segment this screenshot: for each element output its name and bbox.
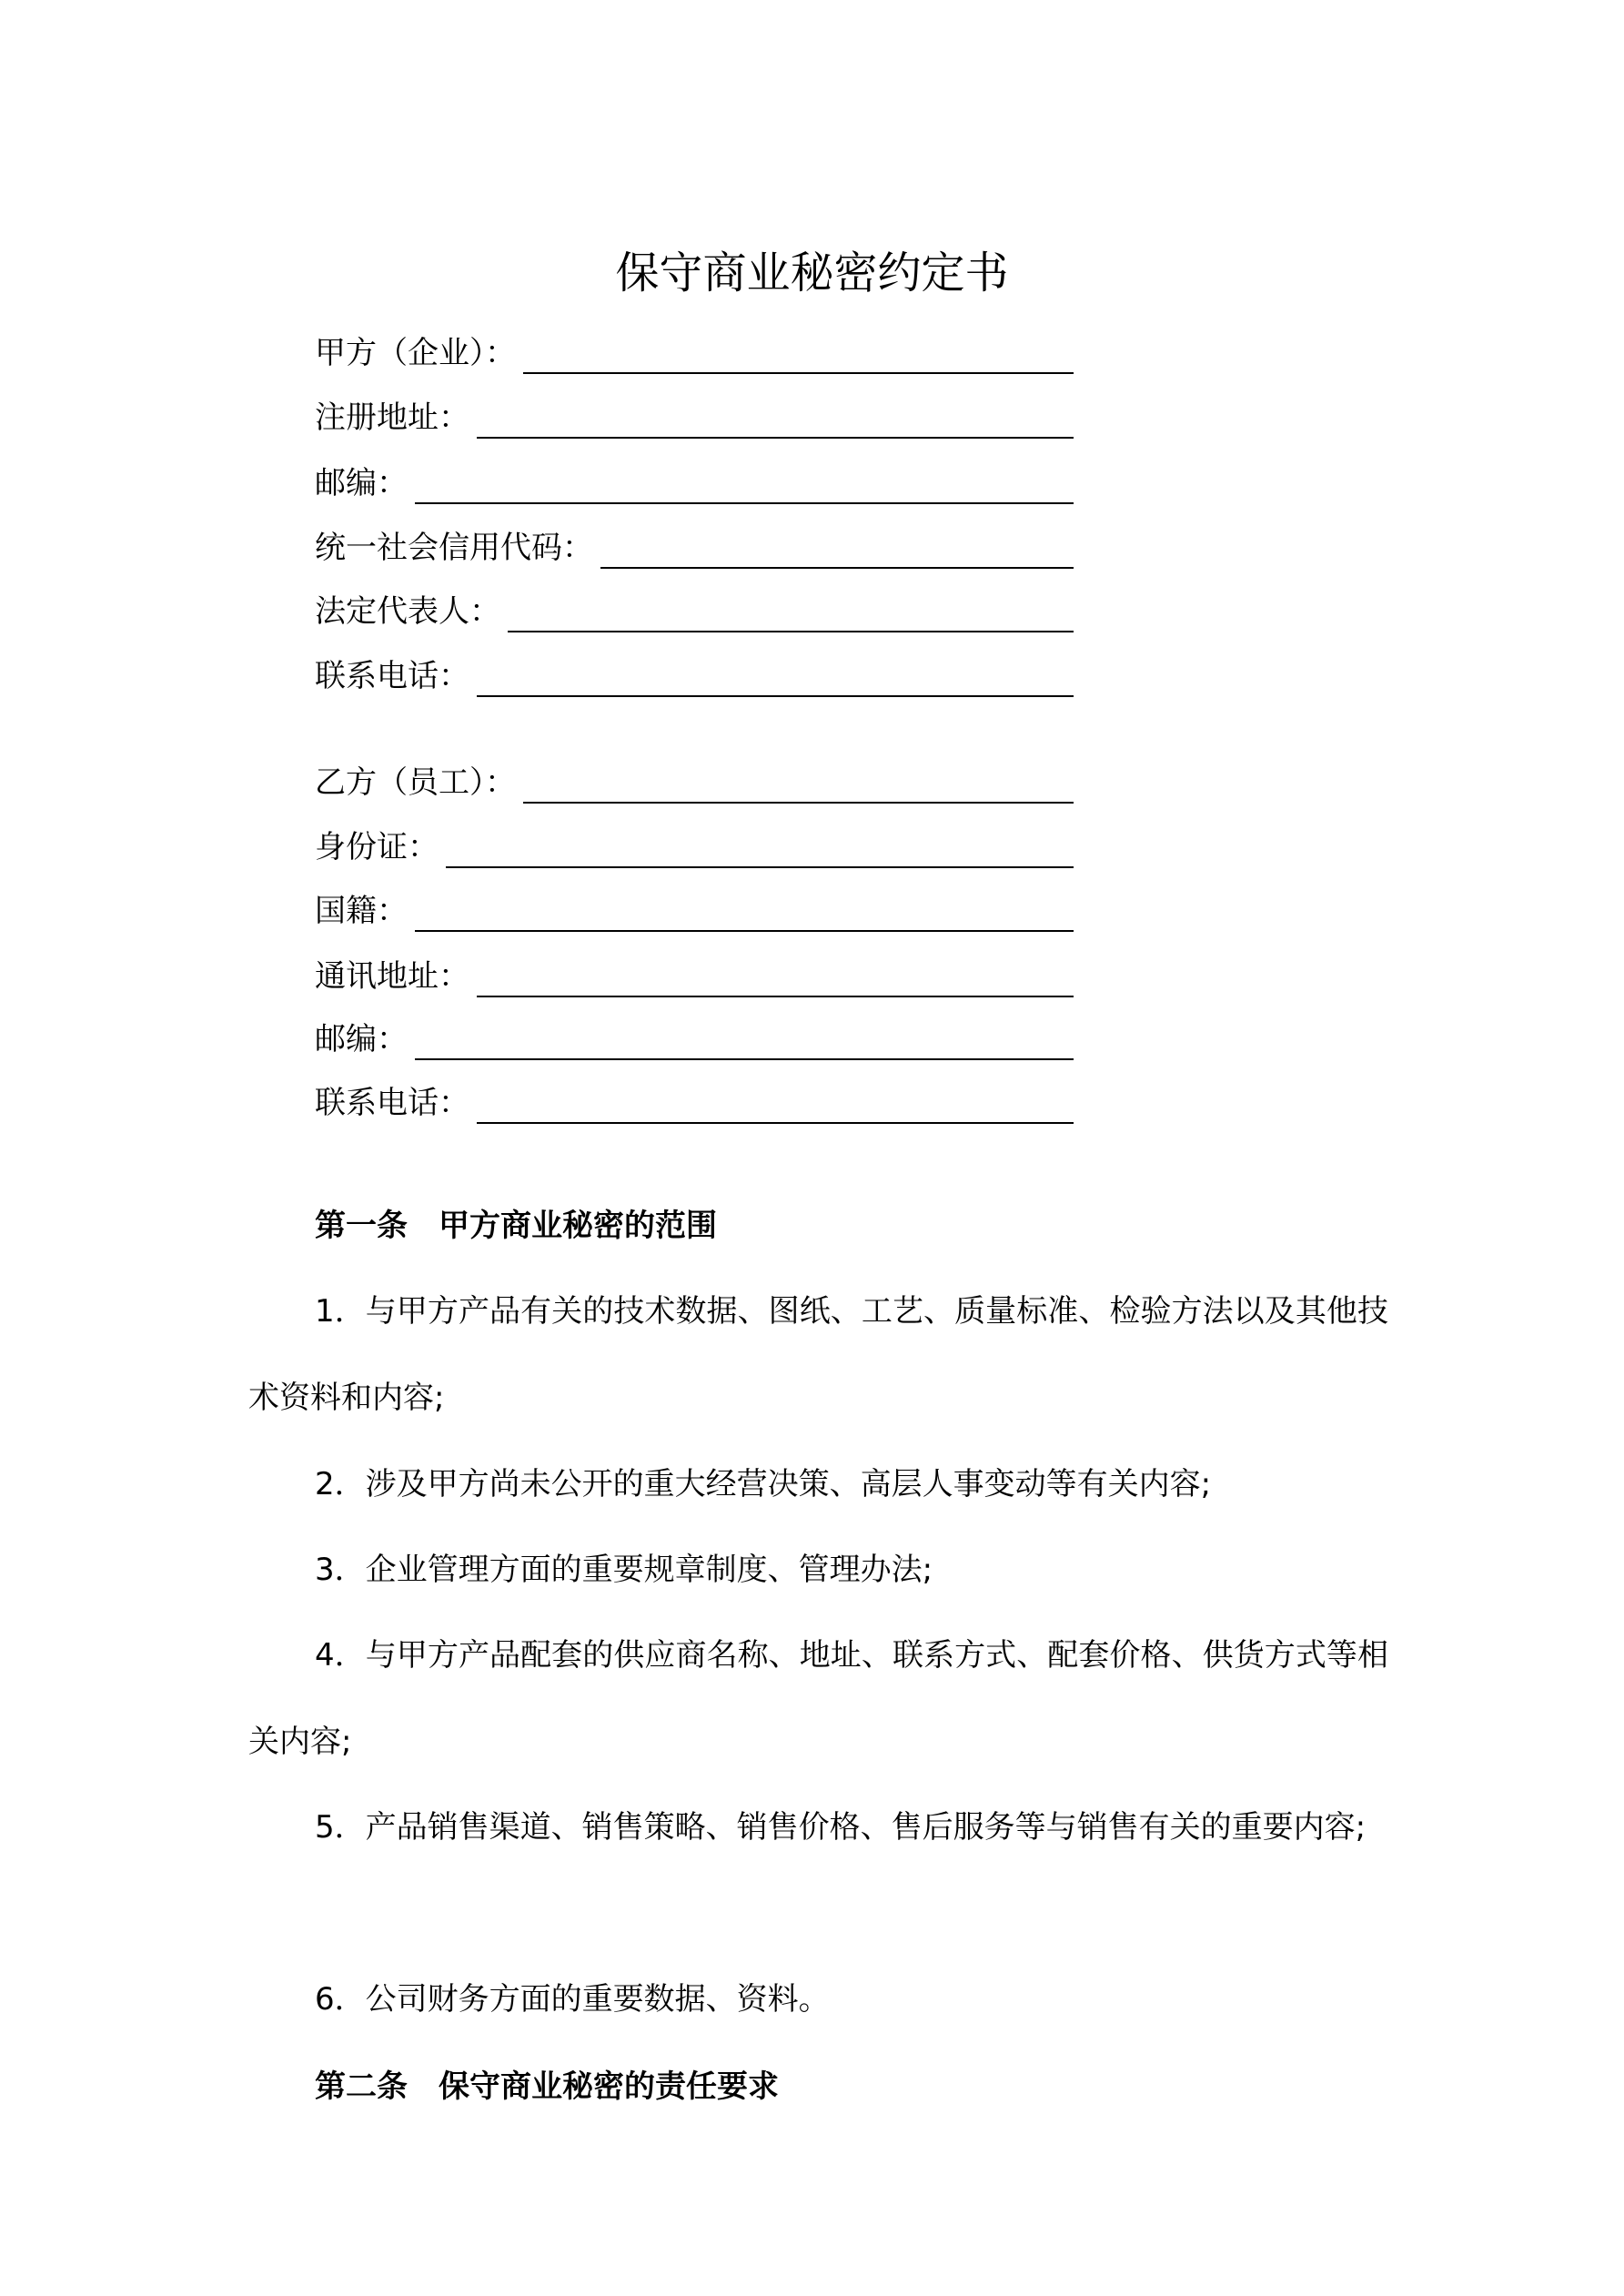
field-label: 身份证： [315, 829, 439, 865]
registered-address-field[interactable] [315, 397, 1074, 439]
blank-line[interactable] [600, 534, 1074, 569]
id-card-field[interactable] [315, 826, 1074, 868]
field-label: 乙方（员工）： [315, 764, 516, 801]
mailing-address-field[interactable] [315, 956, 1074, 997]
article-1-item-5: 5．产品销售渠道、销售策略、销售价格、售后服务等与销售有关的重要内容; [315, 1809, 1367, 1846]
legal-representative-field[interactable] [315, 591, 1074, 632]
blank-line[interactable] [523, 339, 1074, 374]
blank-line[interactable] [477, 1089, 1074, 1124]
field-label: 注册地址： [315, 400, 469, 436]
blank-line[interactable] [523, 769, 1074, 804]
blank-line[interactable] [446, 834, 1074, 868]
party-a-postcode-field[interactable] [315, 462, 1074, 504]
blank-line[interactable] [477, 663, 1074, 697]
field-label: 甲方（企业）： [315, 335, 516, 371]
field-label: 邮编： [315, 1021, 408, 1057]
blank-line[interactable] [477, 404, 1074, 439]
party-b-name-field[interactable] [315, 762, 1074, 804]
credit-code-field[interactable] [315, 527, 1074, 569]
document-title: 保守商业秘密约定书 [615, 248, 1009, 298]
article-1-item-3: 3．企业管理方面的重要规章制度、管理办法; [315, 1552, 933, 1588]
field-label: 法定代表人： [315, 593, 500, 630]
field-label: 通讯地址： [315, 958, 469, 995]
blank-line[interactable] [415, 1026, 1074, 1060]
blank-line[interactable] [477, 963, 1074, 997]
party-b-phone-field[interactable] [315, 1082, 1074, 1124]
article-1-item-6: 6．公司财务方面的重要数据、资料。 [315, 1981, 830, 2018]
article-1-item-4: 4．与甲方产品配套的供应商名称、地址、联系方式、配套价格、供货方式等相关内容; [248, 1637, 1388, 1760]
party-a-name-field[interactable] [315, 332, 1074, 374]
blank-line[interactable] [415, 470, 1074, 504]
nationality-field[interactable] [315, 890, 1074, 932]
blank-line[interactable] [508, 598, 1074, 632]
party-a-phone-field[interactable] [315, 655, 1074, 697]
field-label: 国籍： [315, 893, 408, 929]
blank-line[interactable] [415, 897, 1074, 932]
field-label: 联系电话： [315, 658, 469, 694]
field-label: 统一社会信用代码： [315, 530, 593, 566]
article-1-heading: 第一条 甲方商业秘密的范围 [315, 1208, 717, 1244]
article-1-item-1: 1．与甲方产品有关的技术数据、图纸、工艺、质量标准、检验方法以及其他技术资料和内容; [248, 1293, 1388, 1416]
party-b-postcode-field[interactable] [315, 1018, 1074, 1060]
field-label: 联系电话： [315, 1085, 469, 1121]
article-1-item-2: 2．涉及甲方尚未公开的重大经营决策、高层人事变动等有关内容; [315, 1466, 1212, 1502]
article-2-heading: 第二条 保守商业秘密的责任要求 [315, 2068, 779, 2105]
field-label: 邮编： [315, 465, 408, 501]
